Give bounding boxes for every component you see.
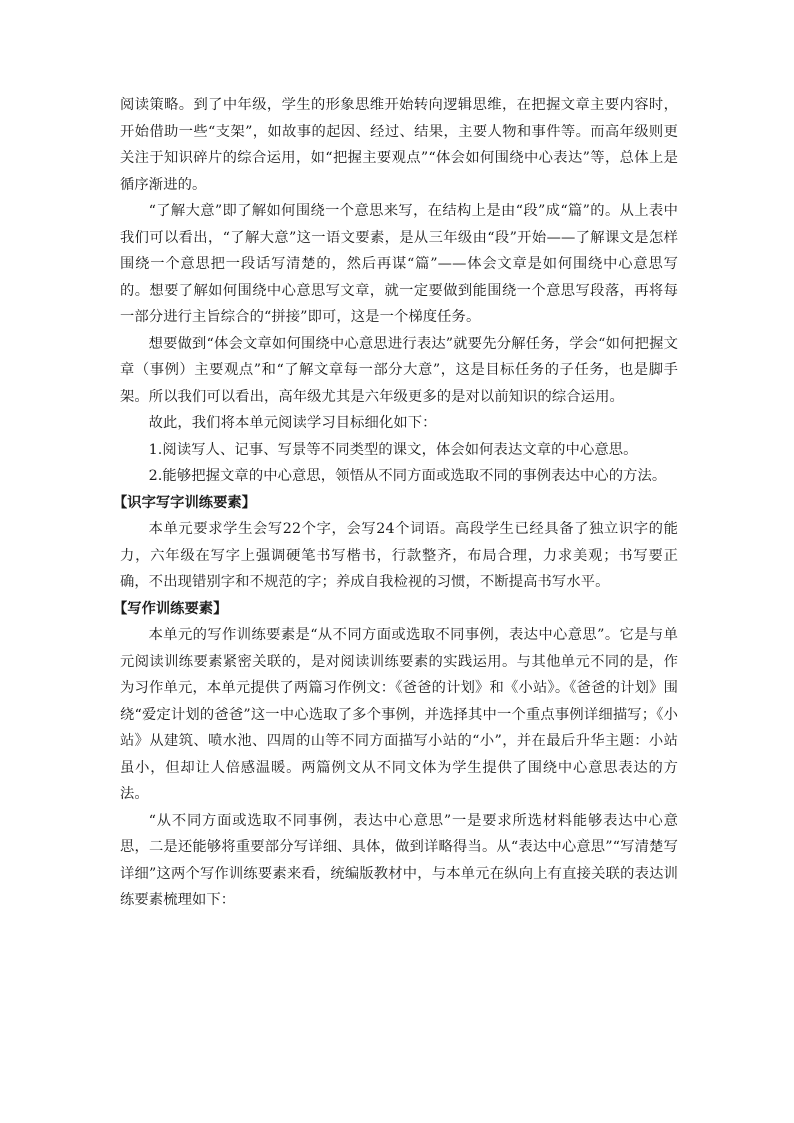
body-paragraph: “了解大意”即了解如何围绕一个意思来写，在结构上是由“段”成“篇”的。从上表中我们可以看出，“了解大意”这一语文要素，是从三年级由“段”开始——了解课文是怎样围绕一个意思把一段话写清楚的，然后再谋“篇”——体会文章是如何围绕中心意思写的。想要了解如何围绕中心意思写文章，就一定要做到能围绕一个意思写段落，再将每一部分进行主旨综合的“拼接”即可，这是一个梯度任务。 xyxy=(120,203,678,325)
goal-item: 1.阅读写人、记事、写景等不同类型的课文，体会如何表达文章的中心意思。 xyxy=(148,441,638,458)
section-heading: 【识字写字训练要素】 xyxy=(113,494,256,511)
body-paragraph: 本单元要求学生会写22个字，会写24个词语。高段学生已经具备了独立识字的能力，六年级在写字上强调硬笔书写楷书，行款整齐，布局合理，力求美观；书写要正确，不出现错别字和不规范的字；养成自我检视的习惯，不断提高书写水平。 xyxy=(120,521,678,590)
body-paragraph: 故此，我们将本单元阅读学习目标细化如下： xyxy=(148,415,437,431)
goal-item: 2.能够把握文章的中心意思，领悟从不同方面或选取不同的事例表达中心的方法。 xyxy=(148,468,667,484)
body-paragraph: “从不同方面或选取不同事例，表达中心意思”一是要求所选材料能够表达中心意思，二是还能够将重要部分写详细、具体，做到详略得当。从“表达中心意思”“写清楚写详细”这两个写作训练要素来看，统编版教材中，与本单元在纵向上有直接关联的表达训练要素梳理如下： xyxy=(120,812,678,908)
body-paragraph: 本单元的写作训练要素是“从不同方面或选取不同事例，表达中心意思”。它是与单元阅读训练要素紧密关联的，是对阅读训练要素的实践运用。与其他单元不同的是，作为习作单元，本单元提供了两篇习作例文：《爸爸的计划》和《小站》。《爸爸的计划》围绕“爱定计划的爸爸”这一中心选取了多个事例，并选择其中一个重点事例详细描写；《小站》从建筑、喷水池、四周的山等不同方面描写小站的“小”，并在最后升华主题：小站虽小，但却让人倍感温暖。两篇例文从不同文体为学生提供了围绕中心意思表达的方法。 xyxy=(120,627,678,802)
document-page xyxy=(113,92,678,914)
body-paragraph: 阅读策略。到了中年级，学生的形象思维开始转向逻辑思维，在把握文章主要内容时，开始借助一些“支架”，如故事的起因、经过、结果，主要人物和事件等。而高年级则更关注于知识碎片的综合运用，如“把握主要观点”“体会如何围绕中心表达”等，总体上是循序渐进的。 xyxy=(120,97,678,193)
body-paragraph: 想要做到“体会文章如何围绕中心意思进行表达”就要先分解任务，学会“如何把握文章（事例）主要观点”和“了解文章每一部分大意”，这是目标任务的子任务，也是脚手架。所以我们可以看出，高年级尤其是六年级更多的是对以前知识的综合运用。 xyxy=(120,335,678,405)
section-heading: 【写作训练要素】 xyxy=(113,600,228,617)
